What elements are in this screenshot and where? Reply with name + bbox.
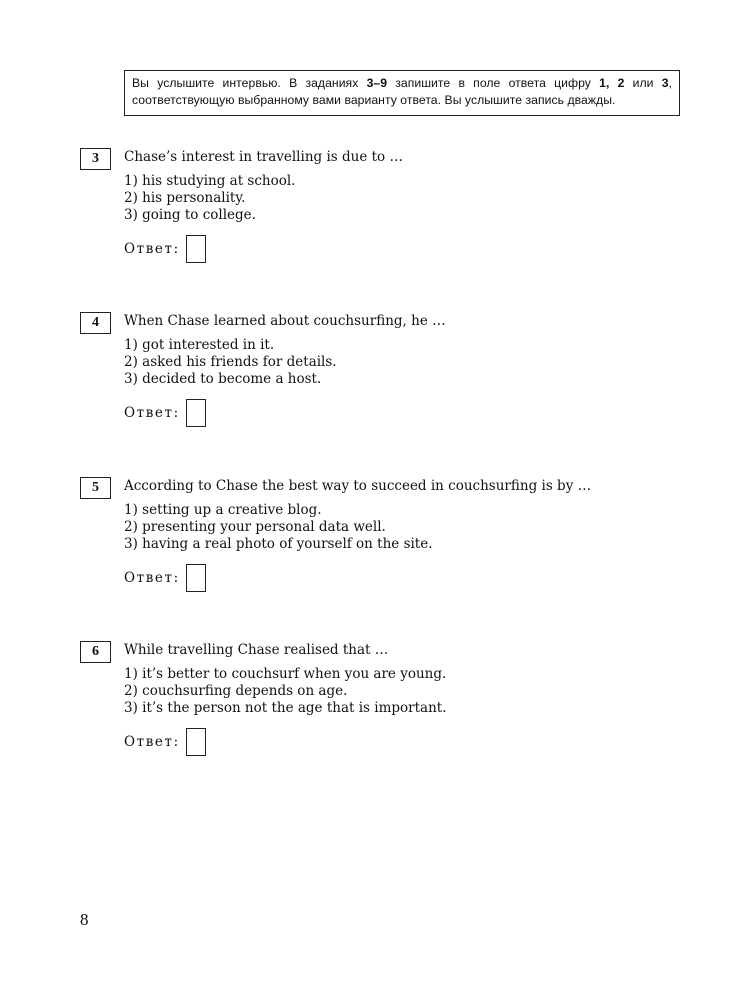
option-2: 2) presenting your personal data well. — [124, 519, 386, 535]
question-text: According to Chase the best way to succeed in couchsurfing is by … — [124, 478, 592, 494]
question-number: 5 — [80, 477, 111, 499]
options-list — [124, 502, 433, 553]
question-text: Chase’s interest in travelling is due to … — [124, 149, 403, 165]
answer-row — [124, 728, 206, 756]
option-1: 1) his studying at school. — [124, 173, 296, 189]
instructions-digits: 1, 2 — [599, 76, 625, 90]
answer-label: Ответ: — [124, 570, 180, 586]
answer-row — [124, 235, 206, 263]
question-number: 4 — [80, 312, 111, 334]
options-list — [124, 666, 446, 717]
instructions-range: 3–9 — [366, 76, 388, 90]
answer-row — [124, 564, 206, 592]
answer-label: Ответ: — [124, 734, 180, 750]
option-2: 2) asked his friends for details. — [124, 354, 337, 370]
answer-label: Ответ: — [124, 241, 180, 257]
option-3: 3) going to college. — [124, 207, 256, 223]
option-1: 1) got interested in it. — [124, 337, 275, 353]
options-list — [124, 337, 337, 388]
instructions-box — [124, 70, 680, 116]
answer-box[interactable] — [186, 235, 206, 263]
answer-row — [124, 399, 206, 427]
answer-box[interactable] — [186, 728, 206, 756]
answer-label: Ответ: — [124, 405, 180, 421]
answer-box[interactable] — [186, 564, 206, 592]
instructions-text: или — [624, 76, 662, 90]
question-text: While travelling Chase realised that … — [124, 642, 389, 658]
option-1: 1) setting up a creative blog. — [124, 502, 322, 518]
question-number: 3 — [80, 148, 111, 170]
option-2: 2) couchsurfing depends on age. — [124, 683, 348, 699]
question-number: 6 — [80, 641, 111, 663]
instructions-text: Вы услышите интервью. В заданиях — [132, 76, 367, 90]
options-list — [124, 173, 295, 224]
option-2: 2) his personality. — [124, 190, 246, 206]
answer-box[interactable] — [186, 399, 206, 427]
instructions-text: запишите в поле ответа цифру — [387, 76, 600, 90]
question-text: When Chase learned about couchsurfing, he … — [124, 313, 446, 329]
option-1: 1) it’s better to couchsurf when you are young. — [124, 666, 447, 682]
option-3: 3) having a real photo of yourself on the site. — [124, 536, 433, 552]
instructions-digit: 3 — [661, 76, 669, 90]
option-3: 3) decided to become a host. — [124, 371, 322, 387]
page-number: 8 — [80, 910, 89, 929]
option-3: 3) it’s the person not the age that is important. — [124, 700, 447, 716]
instructions-text: , соответствующую выбранному вами варианту ответа. Вы услышите запись дважды. — [132, 76, 672, 107]
